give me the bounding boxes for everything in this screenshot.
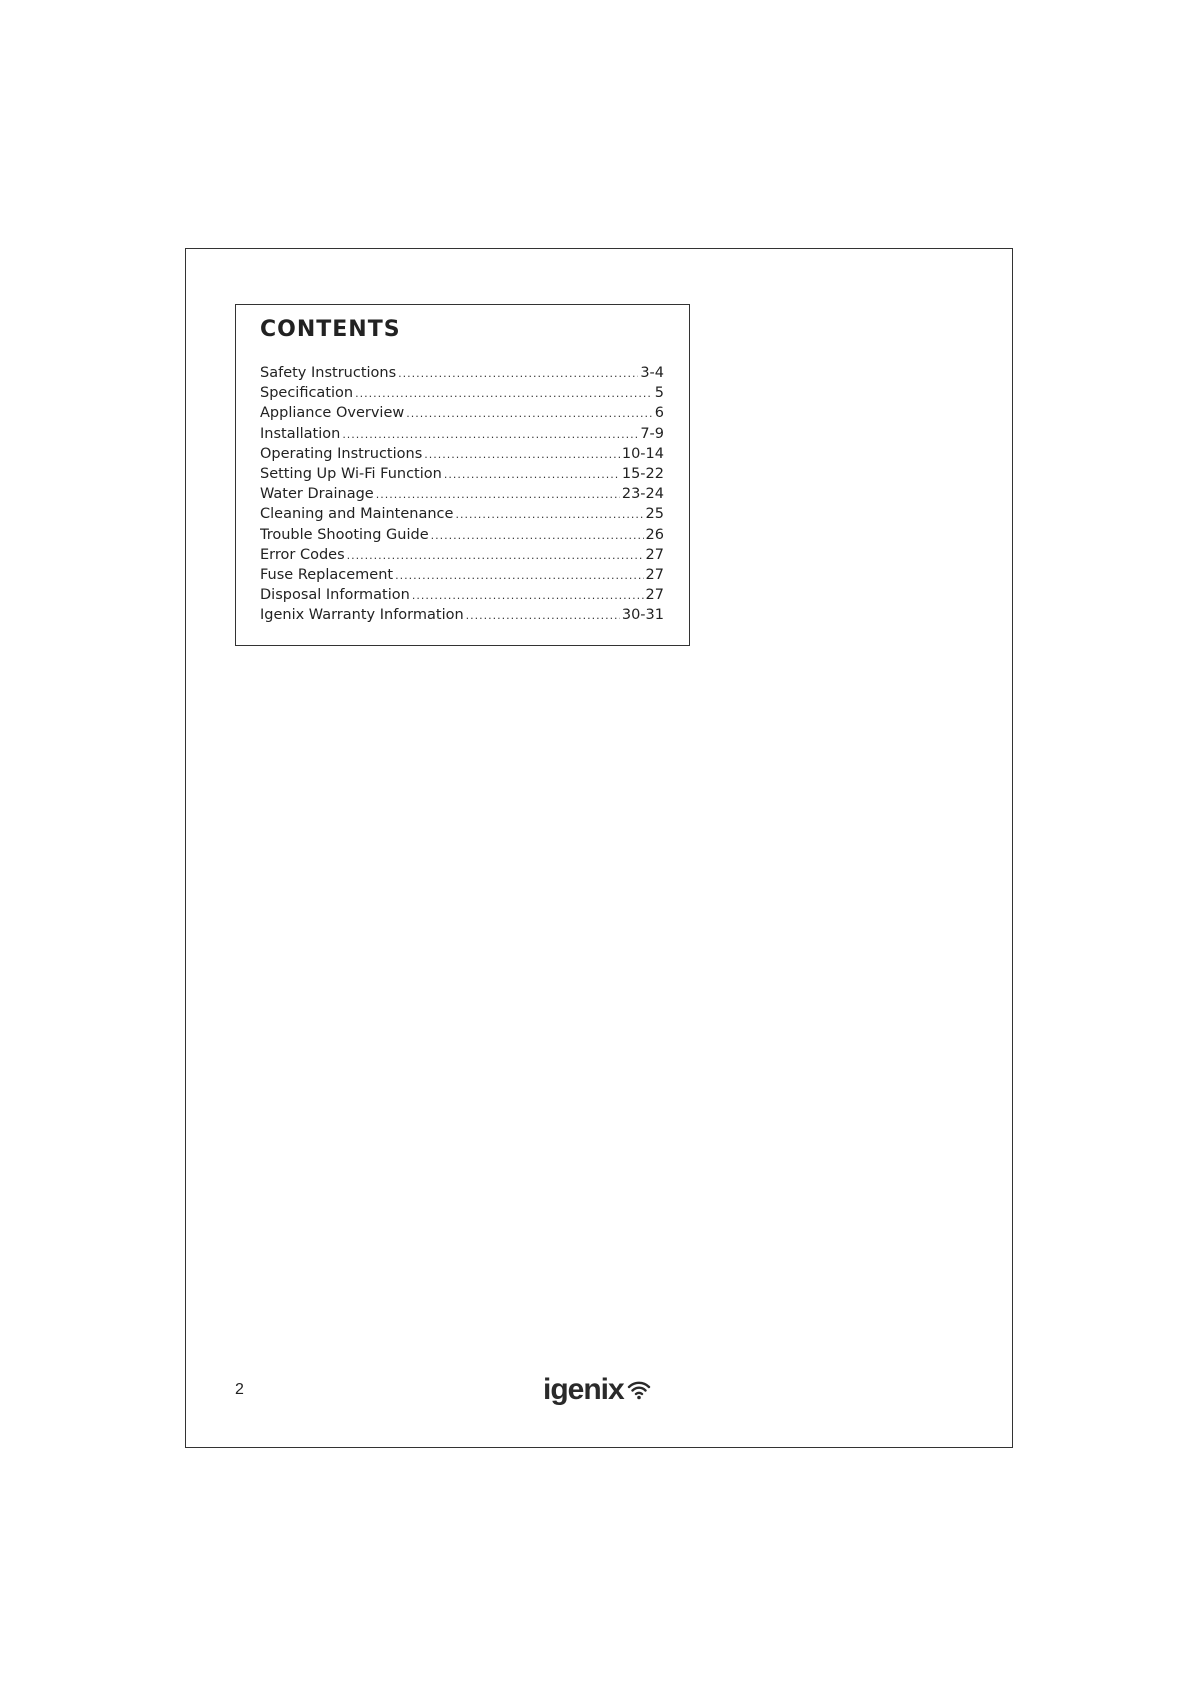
toc-entry-label: Specification: [260, 385, 354, 402]
toc-list: [260, 365, 664, 627]
toc-entry[interactable]: [260, 365, 664, 385]
toc-entry-pages: 10-14: [621, 445, 664, 462]
toc-entry[interactable]: [260, 426, 664, 446]
toc-dot-leader: [455, 508, 643, 521]
toc-entry-label: Error Codes: [260, 546, 345, 563]
toc-entry[interactable]: [260, 587, 664, 607]
toc-entry[interactable]: [260, 506, 664, 526]
brand-logo-text: igenix: [543, 1373, 624, 1406]
brand-logo: [543, 1373, 651, 1413]
toc-entry-pages: 27: [645, 587, 664, 604]
toc-entry-pages: 5: [654, 385, 664, 402]
toc-dot-leader: [376, 488, 620, 501]
toc-entry-label: Disposal Information: [260, 587, 410, 604]
toc-dot-leader: [431, 529, 644, 542]
toc-entry-pages: 15-22: [621, 465, 664, 482]
toc-entry[interactable]: [260, 405, 664, 425]
toc-entry-label: Appliance Overview: [260, 405, 405, 422]
toc-dot-leader: [444, 468, 620, 481]
toc-entry[interactable]: [260, 547, 664, 567]
toc-entry-pages: 25: [645, 506, 664, 523]
toc-entry-label: Fuse Replacement: [260, 566, 394, 583]
toc-entry-label: Safety Instructions: [260, 365, 397, 381]
toc-entry-label: Setting Up Wi-Fi Function: [260, 465, 442, 482]
toc-entry-label: Water Drainage: [260, 486, 374, 503]
toc-entry[interactable]: [260, 385, 664, 405]
toc-dot-leader: [398, 367, 638, 380]
toc-entry-label: Cleaning and Maintenance: [260, 506, 454, 523]
toc-entry-pages: 26: [645, 526, 664, 543]
toc-dot-leader: [347, 549, 644, 562]
toc-entry[interactable]: [260, 446, 664, 466]
toc-entry-pages: 3-4: [640, 365, 664, 381]
toc-entry[interactable]: [260, 466, 664, 486]
toc-entry[interactable]: [260, 607, 664, 627]
toc-entry-pages: 30-31: [621, 607, 664, 624]
toc-dot-leader: [424, 448, 620, 461]
toc-entry[interactable]: [260, 527, 664, 547]
toc-entry-label: Operating Instructions: [260, 445, 423, 462]
toc-entry-pages: 27: [645, 566, 664, 583]
toc-entry-pages: 27: [645, 546, 664, 563]
page-number: 2: [235, 1381, 244, 1398]
toc-entry[interactable]: [260, 567, 664, 587]
toc-dot-leader: [355, 387, 653, 400]
toc-entry[interactable]: [260, 486, 664, 506]
toc-entry-label: Trouble Shooting Guide: [260, 526, 429, 543]
toc-dot-leader: [412, 589, 644, 602]
contents-title: CONTENTS: [260, 317, 401, 342]
toc-entry-label: Installation: [260, 425, 341, 442]
contents-box: [235, 304, 690, 646]
wifi-icon: [627, 1379, 651, 1401]
toc-entry-pages: 6: [654, 405, 664, 422]
toc-entry-pages: 7-9: [640, 425, 664, 442]
toc-dot-leader: [406, 407, 653, 420]
toc-dot-leader: [342, 428, 638, 441]
toc-dot-leader: [466, 609, 620, 622]
toc-dot-leader: [395, 569, 643, 582]
toc-entry-label: Igenix Warranty Information: [260, 607, 464, 624]
toc-entry-pages: 23-24: [621, 486, 664, 503]
